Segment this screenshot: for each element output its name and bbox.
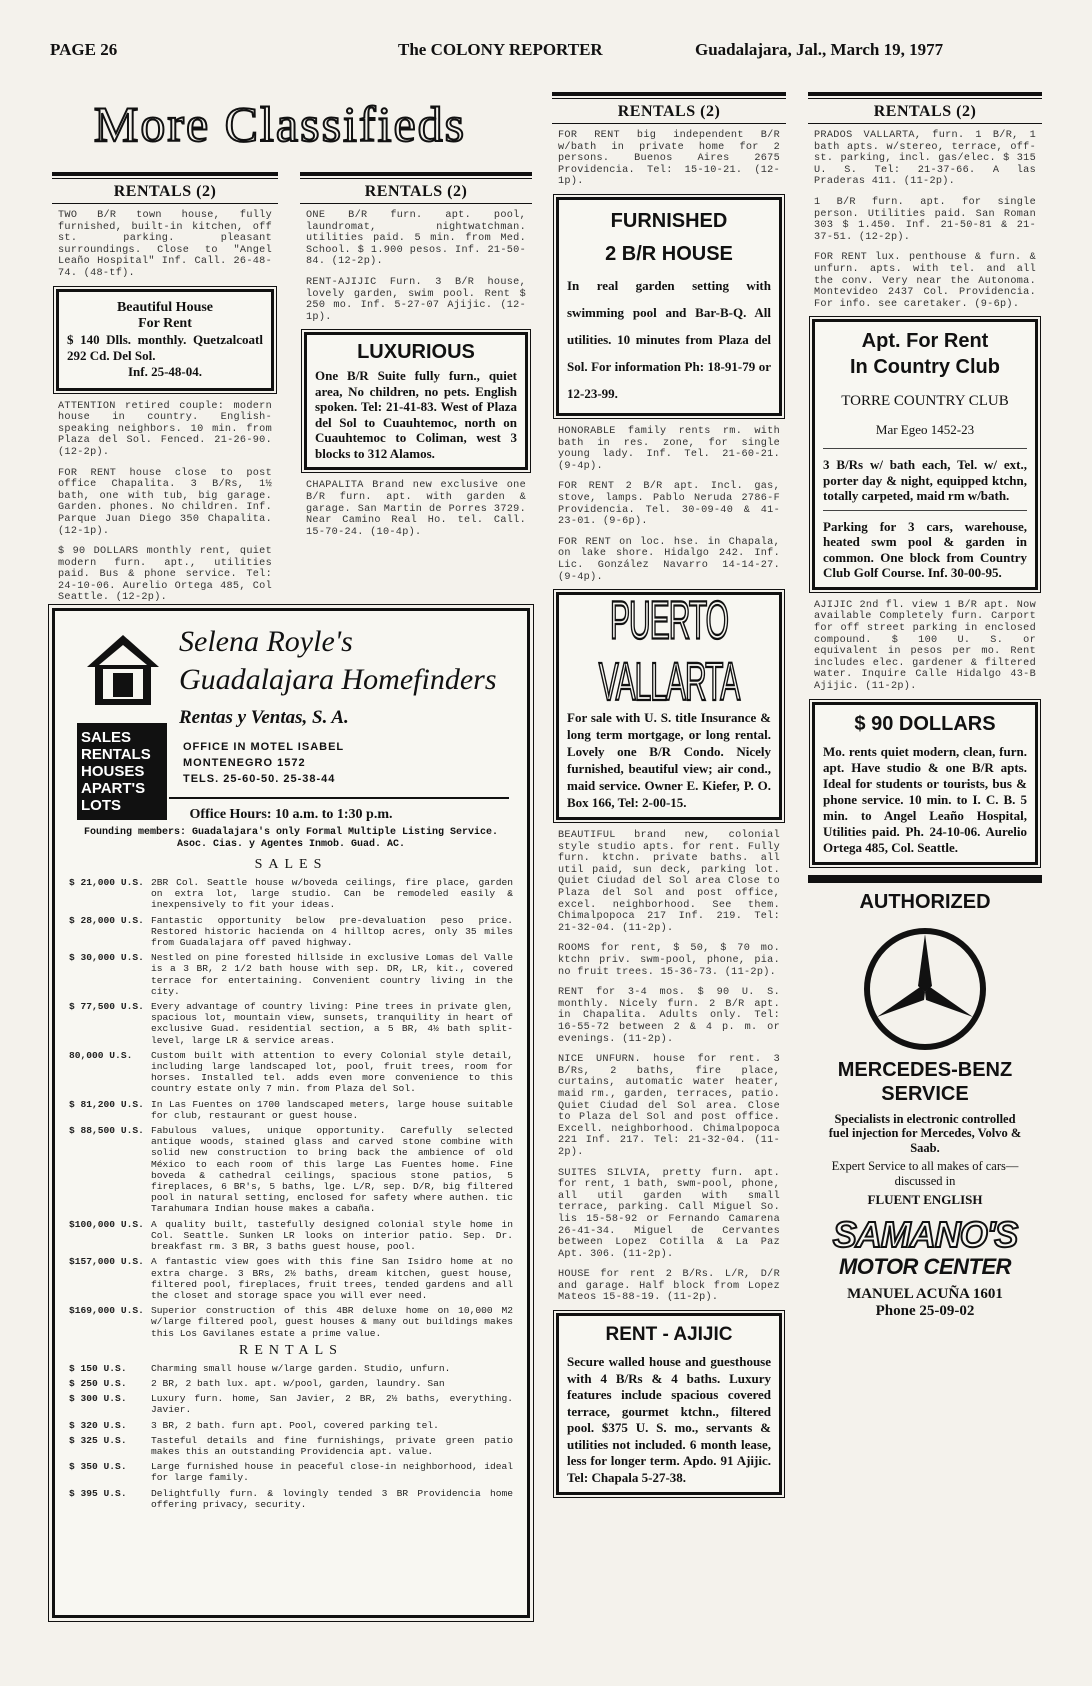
classified-ad: FOR RENT on loc. hse. in Chapala, on lake shore. Hidalgo 242. Inf. Lic. González Navarro 14-14-27. (9-4p). — [558, 536, 780, 583]
founding-members: Founding members: Guadalajara's only Formal Multiple Listing Service. Asoc. Cias. y Agentes Inmob. Guad. AC. — [83, 827, 499, 850]
agency-name: Selena Royle's — [179, 625, 353, 658]
agency-legal-name: Rentas y Ventas, S. A. — [179, 707, 349, 728]
services-block: SALES RENTALS HOUSES APART'S LOTS — [77, 723, 167, 820]
classified-ad: NICE UNFURN. house for rent. 3 B/Rs, 2 baths, fire place, curtains, automatic water heater, maid rm., garden, terraces, patio. Quiet Ciudad del Sol area. Close to Plaza del Sol and post office. Excell. neighborhood. Chimalpopoca 221 Inf. 217. Tel: 21-32-04. (11-2p). — [558, 1054, 780, 1158]
column-1 — [52, 172, 278, 604]
classified-ad: CHAPALITA Brand new exclusive one B/R furn. apt. with garden & garage. San Martin de Porres 3729. Near Camino Real Ho. tel. Call. 15-70-24. (10-4p). — [306, 480, 526, 538]
paper-name: The COLONY REPORTER — [398, 40, 603, 59]
agency-subtitle: Guadalajara Homefinders — [179, 663, 497, 696]
classified-ad: ONE B/R furn. apt. pool, laundromat, nightwatchman. utilities paid. 5 min. from Med. School. $ 1.900 pesos. Inf. 21-50-84. (12-2p). — [306, 210, 526, 268]
motor-center-logo: MOTOR CENTER — [838, 1254, 1012, 1280]
classified-ad: 1 B/R furn. apt. for single person. Utilities paid. San Roman 303 $ 1.450. Inf. 21-50-81 & 21-37-51. (12-2p). — [814, 196, 1036, 243]
classified-ad: AJIJIC 2nd fl. view 1 B/R apt. Now available Completely furn. Carport for off street parking in enclosed compound. $ 100 U. S. or equivalent in pesos per mo. Rent includes elec. gardener & filtered water. Inquire Calle Hidalgo 43-B Ajijic. (11-2p). — [814, 599, 1036, 692]
agency-address: OFFICE IN MOTEL ISABEL MONTENEGRO 1572 TELS. 25-60-50. 25-38-44 — [183, 741, 345, 785]
listing-row — [69, 877, 513, 911]
listing-row — [69, 1393, 513, 1415]
column-3 — [552, 92, 786, 1612]
listing-row — [69, 1461, 513, 1483]
listing-row — [69, 1435, 513, 1457]
section-heading: RENTALS (2) — [617, 103, 721, 120]
listing-description: Tasteful details and fine furnishings, private green patio makes this an outstanding Providencia apt. value. — [151, 1434, 513, 1457]
listing-price: $100,000 U.S. — [69, 1218, 144, 1230]
listing-price: $ 21,000 U.S. — [69, 877, 144, 888]
house-icon — [83, 629, 163, 709]
listing-row — [69, 952, 513, 997]
listing-description: 3 BR, 2 bath. furn apt. Pool, covered parking tel. — [151, 1419, 439, 1431]
listing-row — [69, 1050, 513, 1095]
listing-price: $ 320 U.S. — [69, 1419, 127, 1431]
section-heading: RENTALS (2) — [873, 103, 977, 120]
section-title: More Classifieds — [93, 96, 467, 152]
classified-ad: $ 90 DOLLARS monthly rent, quiet modern furn. apt., utilities paid. Bus & phone service. Tel: 24-10-06. Aurelio Ortega 485, Col Seattle. (12-2p). — [58, 546, 272, 604]
classified-ad: RENT for 3-4 mos. $ 90 U. S. monthly. Nicely furn. 2 B/R apt. in Chapalita. Adults only. Tel: 16-55-72 between 2 & 4 p. m. or evenings. (11-2p). — [558, 987, 780, 1045]
royle-homefinders-ad — [52, 608, 530, 1618]
office-hours: Office Hours: 10 a.m. to 1:30 p.m. — [189, 807, 393, 822]
listing-row — [69, 1099, 513, 1121]
classified-ad: FOR RENT 2 B/R apt. Incl. gas, stove, lamps. Pablo Neruda 2786-F Providencia. Tel. 30-09-40 & 41-23-01. (9-6p). — [558, 481, 780, 528]
listing-row — [69, 1305, 513, 1339]
listing-description: Superior construction of this 4BR deluxe home on 10,000 M2 w/large filtered pool, guest houses & many out buildings makes this Los Gavilanes estate a prime value. — [151, 1305, 513, 1339]
classified-ad: FOR RENT big independent B/R w/bath in private home for 2 persons. Buenos Aires 2675 Providencia. Tel: 15-10-21. (12-1p). — [558, 130, 780, 188]
listing-row — [69, 1125, 513, 1215]
listing-price: $ 150 U.S. — [69, 1362, 127, 1374]
column-2 — [300, 172, 532, 587]
sales-heading: SALES — [254, 857, 328, 872]
classified-ad: RENT-AJIJIC Furn. 3 B/R house, lovely garden, swim pool. Rent $ 250 mo. Inf. 5-27-07 Ajijic. (12-1p). — [306, 276, 526, 323]
rentals-list — [69, 1363, 513, 1510]
listing-price: $ 30,000 U.S. — [69, 952, 144, 964]
listing-description: Every advantage of country living: Pine trees in private glen, spacious lot, mountain view, sunsets, tranquility in heart of exclusive Guad. residential section, a 5 BR, 4½ bath split-level, large LR & service areas. — [151, 1001, 513, 1046]
display-ad-country-club: Apt. For Rent In Country Club TORRE COUNTRY CLUB Mar Egeo 1452-23 3 B/Rs w/ bath each, Tel. w/ ext., porter day & night, equipped ktchn, totally carpeted, maid rm w/bath. Parking for 3 cars, warehouse, heated swm pool & garden in common. One block from Country Club Golf Course. Inf. 30-00-95. — [812, 319, 1038, 590]
page-number: PAGE 26 — [50, 40, 118, 59]
listing-row — [69, 1219, 513, 1253]
listing-description: In Las Fuentes on 1700 landscaped meters, large house suitable for club, restaurant or guest house. — [151, 1098, 513, 1121]
listing-price: $ 88,500 U.S. — [69, 1125, 144, 1137]
display-ad-luxurious: LUXURIOUS One B/R Suite fully furn., quiet area, No children, no pets. English spoken. Tel: 21-41-83. West of Plaza del Sol to Cuauhtemoc, north on Cuauhtemoc to Coliman, west 3 blocks to 312 Alamos. — [304, 332, 528, 470]
listing-description: 2BR Col. Seattle house w/boveda ceilings, fire place, garden on extra lot, large studio. Can be remodeled easily & inexpensively to fit your ideas. — [151, 877, 513, 911]
section-heading: RENTALS (2) — [364, 183, 468, 200]
listing-price: $ 250 U.S. — [69, 1377, 127, 1389]
classified-ad: ROOMS for rent, $ 50, $ 70 mo. ktchn priv. swm-pool, phone, pia. no fruit trees. 15-36-73. (11-2p). — [558, 943, 780, 978]
classified-ad: HOUSE for rent 2 B/Rs. L/R, D/R and garage. Half block from Lopez Mateos 15-88-19. (11-2p). — [558, 1269, 780, 1304]
classified-ad: FOR RENT house close to post office Chapalita. 3 B/Rs, 1½ bath, one with tub, big garage. Garden. phones. No children. Inf. Parque Juan Diego 350 Chapalita. (12-1p). — [58, 467, 272, 537]
listing-price: $157,000 U.S. — [69, 1256, 144, 1268]
listing-row — [69, 1001, 513, 1046]
listing-row — [69, 1488, 513, 1510]
listing-price: $ 81,200 U.S. — [69, 1098, 144, 1110]
listing-price: $ 28,000 U.S. — [69, 914, 144, 926]
listing-row — [69, 1256, 513, 1301]
listing-description: Nestled on pine forested hillside in exclusive Lomas del Valle is a 3 BR, 2 1/2 bath house with sep. DR, LR, kit., covered terrace for entertaining. Convenient country living in the city. — [151, 952, 513, 997]
listing-description: Delightfully furn. & lovingly tended 3 BR Providencia home offering privacy, security. — [151, 1487, 513, 1510]
mercedes-benz-ad: AUTHORIZED MERCEDES-BENZ SERVICE Specialists in electronic controlled fuel injection for Mercedes, Volvo & Saab. Expert Service to all makes of cars—discussed in FLUENT ENGLISH SAMANO'S MOTOR CENTER MANUEL ACUÑA 1601 Phone 25-09-02 — [808, 891, 1042, 1321]
classified-ad: TWO B/R town house, fully furnished, built-in kitchen, off st. parking. pleasant surroundings. Close to "Angel Leaño Hospital" Inf. Call. 26-48-74. (48-tf). — [58, 210, 272, 279]
listing-price: $ 325 U.S. — [69, 1434, 127, 1446]
dateline: Guadalajara, Jal., March 19, 1977 — [695, 40, 944, 59]
classified-ad: PRADOS VALLARTA, furn. 1 B/R, 1 bath apts. w/stereo, terrace, off-st. parking, incl. gas/elec. $ 315 U. S. Tel: 21-37-66. A las Praderas 411. (11-2p). — [814, 130, 1036, 188]
column-4 — [808, 92, 1042, 1622]
listing-row — [69, 1420, 513, 1431]
display-ad-furnished-house: FURNISHED 2 B/R HOUSE In real garden setting with swimming pool and Bar-B-Q. All utilities. 10 minutes from Plaza del Sol. For information Ph: 18-91-79 or 12-23-99. — [556, 197, 782, 416]
listing-description: A quality built, tastefully designed colonial style home in Col. Seattle. Sunken LR looks on interior patio. Sep. Dr. breakfast rm. 3 BR, 3 baths guest house, pool. — [151, 1218, 513, 1253]
listing-description: Fabulous values, unique opportunity. Carefully selected antique woods, stained glass and carved stone combine with solid new construction to bring back the ambience of old México to each room of this large Las Fuentes home. Fine boveda & cathedral ceilings, spacious stone patios, 5 fireplaces, 6 BR's, 5 baths, lge. L/R, sep. D/R, big filtered pool in natural setting, enclosed for safety where authen. tic Tarahumara Indian house makes a cabaña. — [151, 1125, 513, 1215]
listing-description: Custom built with attention to every Colonial style detail, including large landscaped lot, pool, fruit trees, room for horses. Installed tel. adds even more convenience to this country estate only 7 min. from Plaza del Sol. — [151, 1049, 513, 1095]
listing-row — [69, 915, 513, 949]
rentals-heading: RENTALS — [239, 1342, 343, 1358]
display-ad-beautiful-house: Beautiful House For Rent $ 140 Dlls. monthly. Quetzalcoatl 292 Cd. Del Sol. Inf. 25-48-04. — [56, 289, 274, 391]
display-ad-90-dollars: $ 90 DOLLARS Mo. rents quiet modern, clean, furn. apt. Have studio & one B/R apts. Ideal for students or tourists, bus & phone service. 10 min. to I. C. B. 5 min. to Angel Leaño Hospital, Utilities paid. Ph. 24-10-06. Aurelio Ortega 485, Col. Seattle. — [812, 702, 1038, 865]
listing-price: $ 300 U.S. — [69, 1393, 127, 1405]
mercedes-star-icon — [860, 924, 990, 1054]
listing-description: Fantastic opportunity below pre-devaluation peso price. Restored historic hacienda on 4 hilltop acres, only 35 miles from Guadalajara off paved highway. — [151, 914, 513, 949]
listing-row — [69, 1378, 513, 1389]
listing-row — [69, 1363, 513, 1374]
classified-ad: ATTENTION retired couple: modern house in country. English-speaking neighbors. 10 min. from Plaza del Sol. Fenced. 21-26-90. (12-2p). — [58, 400, 272, 458]
classified-ad: FOR RENT lux. penthouse & furn. & unfurn. apts. with tel. and all the conv. Very near the Autonoma. Montevideo 2437 Col. Providencia. For info. see caretaker. (9-6p). — [814, 252, 1036, 310]
listing-price: $ 77,500 U.S. — [69, 1001, 144, 1013]
sales-list — [69, 877, 513, 1339]
listing-price: $169,000 U.S. — [69, 1305, 144, 1317]
listing-price: $ 350 U.S. — [69, 1461, 127, 1473]
display-ad-puerto-vallarta: PUERTO VALLARTA For sale with U. S. title Insurance & long term mortgage, or long rental. Lovely one B/R Condo. Nicely furnished, beautiful view; air cond., maid service. Owner E. Kiefer, P. O. Box 166, Tel: 2-00-15. — [556, 592, 782, 820]
listing-price: $ 395 U.S. — [69, 1487, 127, 1499]
listing-description: Luxury furn. home, San Javier, 2 BR, 2½ baths, everything. Javier. — [151, 1393, 513, 1416]
section-heading: RENTALS (2) — [113, 183, 217, 200]
classified-ad: SUITES SILVIA, pretty furn. apt. for rent, 1 bath, swm-pool, phone, all util garden with small terrace, parking. Call Miguel So. lis 15-58-92 or Fernando Camarena 26-41-34. Miguel de Cervantes between Lopez Cotilla & La Paz Apt. 306. (11-2p). — [558, 1167, 780, 1260]
classified-ad: HONORABLE family rents rm. with bath in res. zone, for single young lady. Inf. Tel. 21-60-21. (9-4p). — [558, 425, 780, 472]
display-ad-rent-ajijic: RENT - AJIJIC Secure walled house and guesthouse with 4 B/Rs & 4 baths. Luxury features include spacious covered terrace, gourmet ktchn., filtered pool. $375 U. S. mo., servants & utilities not included. 6 month lease, less for longer term. Apdo. 91 Ajijic. Tel: Chapala 5-27-38. — [556, 1313, 782, 1495]
listing-description: 2 BR, 2 bath lux. apt. w/pool, garden, laundry. San — [151, 1377, 445, 1389]
listing-price: 80,000 U.S. — [69, 1049, 133, 1061]
listing-description: A fantastic view goes with this fine San Isidro home at no extra charge. 3 BRs, 2½ baths, dream kitchen, guest house, filtered pool, fireplaces, fruit trees, tended gardens and all the closet and storage space you will ever need. — [151, 1256, 513, 1301]
listing-description: Charming small house w/large garden. Studio, unfurn. — [151, 1362, 451, 1374]
listing-description: Large furnished house in peaceful close-in neighborhood, ideal for large family. — [151, 1461, 513, 1484]
classified-ad: BEAUTIFUL brand new, colonial style studio apts. for rent. Fully furn. ktchn. private baths. all util paid, sun deck, parking lot. Quiet Ciudad del Sol area Close to Plaza del Sol and post office, excel. neighborhood. See them. Chimalpopoca 217 Inf. 219. Tel: 21-32-04. (11-2p). — [558, 830, 780, 934]
samanos-logo: SAMANO'S — [832, 1214, 1018, 1256]
